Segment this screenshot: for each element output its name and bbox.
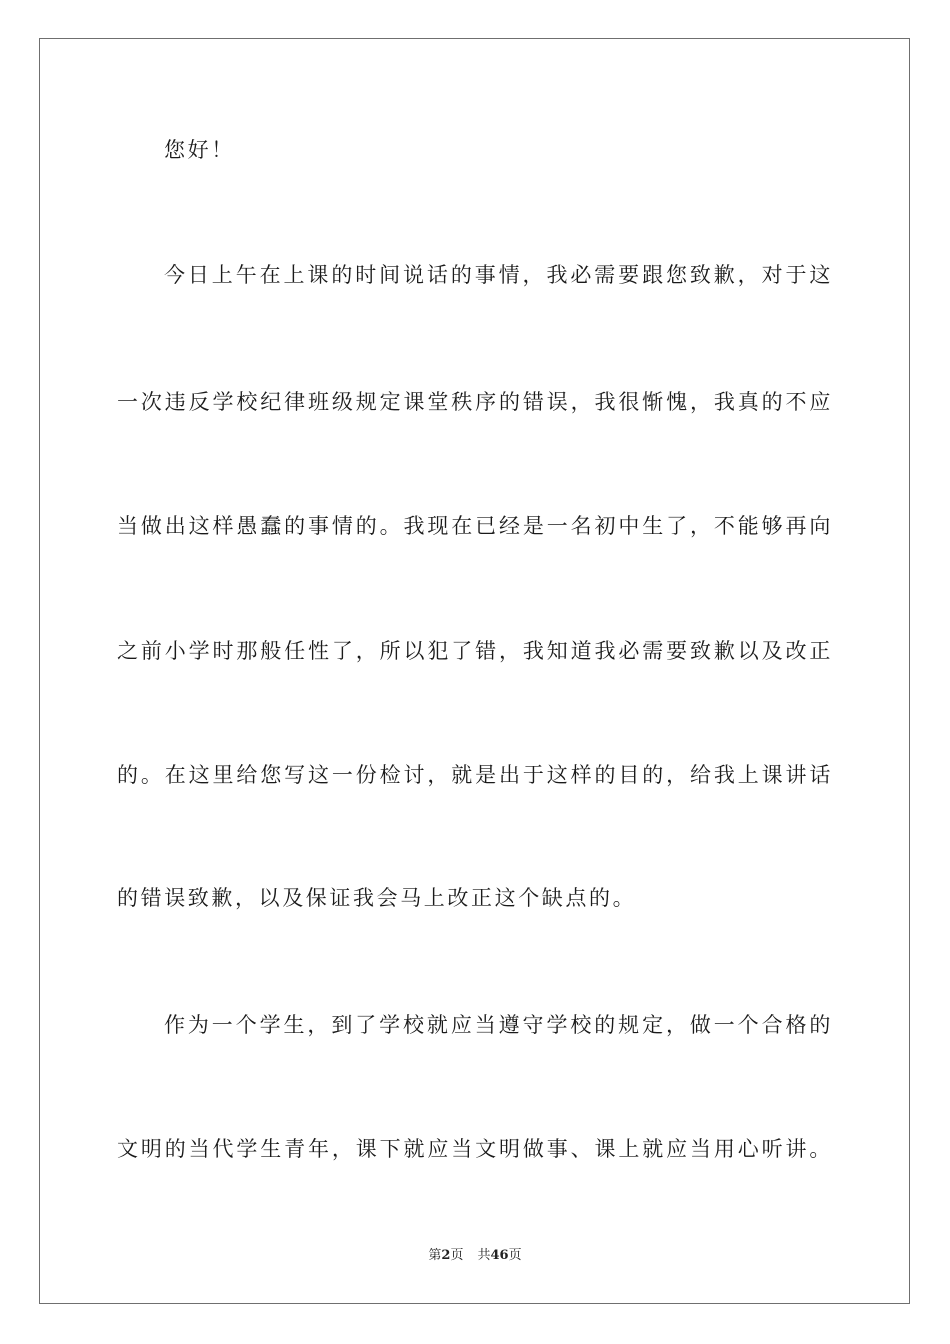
total-pages: 46 bbox=[490, 1248, 509, 1263]
paragraph-1-line-3: 当做出这样愚蠢的事情的。我现在已经是一名初中生了，不能够再向 bbox=[117, 514, 833, 538]
page-footer bbox=[0, 1248, 950, 1264]
paragraph-1-line-2: 一次违反学校纪律班级规定课堂秩序的错误，我很惭愧，我真的不应 bbox=[117, 390, 833, 414]
greeting-line: 您好！ bbox=[164, 138, 235, 162]
page-number: 2 bbox=[441, 1248, 451, 1263]
page-label-prefix: 第 bbox=[428, 1248, 442, 1263]
paragraph-1-line-1: 今日上午在上课的时间说话的事情，我必需要跟您致歉，对于这 bbox=[164, 263, 833, 287]
paragraph-2-line-2: 文明的当代学生青年，课下就应当文明做事、课上就应当用心听讲。 bbox=[117, 1137, 833, 1161]
paragraph-1-line-5: 的。在这里给您写这一份检讨，就是出于这样的目的，给我上课讲话 bbox=[117, 763, 833, 787]
page-border bbox=[39, 38, 910, 1304]
total-label-prefix: 共 bbox=[477, 1248, 491, 1263]
page-label-suffix: 页 bbox=[450, 1248, 464, 1263]
paragraph-1-line-4: 之前小学时那般任性了，所以犯了错，我知道我必需要致歉以及改正 bbox=[117, 639, 833, 663]
paragraph-1-line-6: 的错误致歉，以及保证我会马上改正这个缺点的。 bbox=[117, 886, 637, 910]
paragraph-2-line-1: 作为一个学生，到了学校就应当遵守学校的规定，做一个合格的 bbox=[164, 1013, 833, 1037]
total-label-suffix: 页 bbox=[508, 1248, 522, 1263]
